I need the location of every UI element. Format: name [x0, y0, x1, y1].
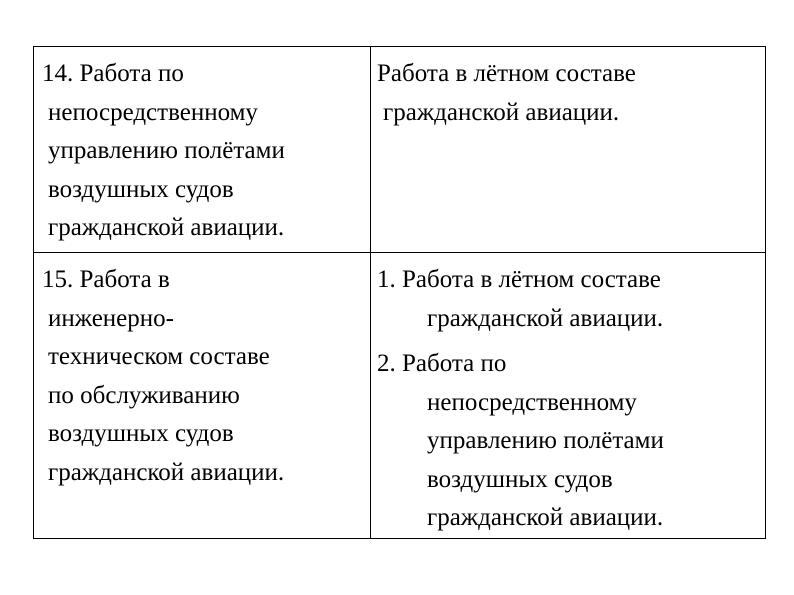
row-divider	[34, 252, 765, 253]
list-item-continuation: непосредственному	[427, 388, 637, 416]
row-14-credited-cell	[377, 55, 636, 132]
list-item-heading: 1. Работа в лётном составе	[377, 266, 661, 293]
list-item-continuation: воздушных судов	[427, 465, 613, 493]
list-item-continuation: гражданской авиации.	[427, 504, 664, 531]
cell-line: Работа в лётном составе	[377, 60, 636, 87]
cell-line: управлению полётами	[48, 137, 285, 164]
cell-line: гражданской авиации.	[48, 214, 285, 241]
cell-line: техническом составе	[48, 343, 270, 370]
row-15-credited-cell	[377, 261, 664, 538]
column-divider	[370, 47, 371, 538]
cell-line: гражданской авиации.	[48, 458, 285, 486]
cell-line: воздушных судов	[48, 175, 234, 203]
cell-line: 14. Работа по	[42, 60, 184, 87]
list-item-heading: 2. Работа по	[377, 350, 507, 377]
positions-table	[33, 46, 766, 539]
cell-line: инженерно-	[48, 304, 174, 332]
row-15-position-cell	[42, 261, 284, 492]
cell-line: непосредственному	[48, 98, 258, 126]
cell-line: 15. Работа в	[42, 266, 170, 293]
cell-line: воздушных судов	[48, 420, 234, 447]
cell-line: по обслуживанию	[48, 381, 240, 409]
row-14-position-cell	[42, 55, 285, 248]
list-item-continuation: управлению полётами	[427, 427, 664, 454]
cell-line: гражданской авиации.	[383, 98, 620, 126]
list-item-continuation: гражданской авиации.	[427, 304, 664, 332]
